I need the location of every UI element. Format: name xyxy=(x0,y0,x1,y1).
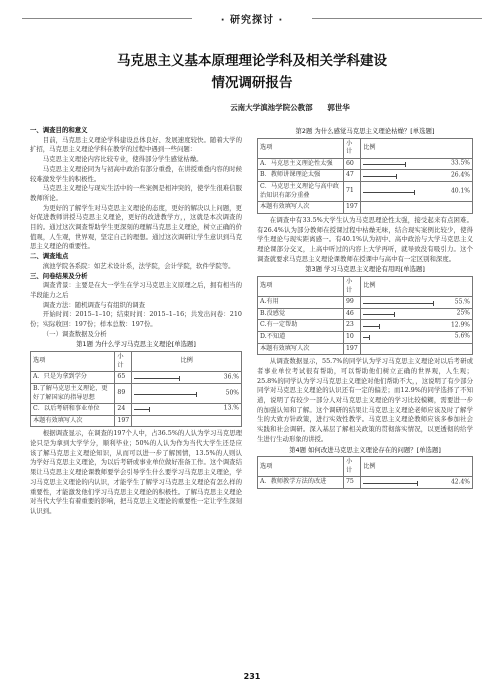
table-row xyxy=(258,332,473,344)
ratio-bar xyxy=(363,176,397,177)
total-count-cell: 197 xyxy=(344,202,361,214)
table-row xyxy=(258,158,473,170)
paragraph: 从调查数据显示，55.7%的同学认为学习马克思主义理论对以后考研或者事业单位考试很有帮助，可以帮助他们树立正确的世界观，人生观；25.8%的同学认为学习马克思主义理论对他们帮助不大，，这说明了有少部分同学对马克思主义理论的认识还有一定的偏差；而12.9%的同学选择了不知道，说明了有较少一部分人对马克思主义理论的学习比较模糊，需要进一步的加强认知和了解。这个调研的结果让马克思主义理论老师应该及时了解学生的大致方针政策，进行实效性教学。马克思主义理论教师应该多参加社会实践和社会调研。深入基层了解相关政策的贯彻落实情况，以更透彻的给学生进行生动形象的讲授。 xyxy=(257,357,473,443)
ratio-label: 55.% xyxy=(454,298,470,306)
section-1-heading: 一、调查目的和意义 xyxy=(30,126,88,134)
header-rule-right xyxy=(312,18,482,19)
count-cell: 47 xyxy=(344,170,361,182)
ratio-cell xyxy=(361,158,473,170)
ratio-cell xyxy=(361,170,473,182)
table-4-caption: 第4题 如何改进马克思主义理论存在的问题？[单选题] xyxy=(289,445,441,454)
option-cell: C．马克思主义理论与高中政治知识有部分重叠 xyxy=(258,182,344,202)
option-cell: A.有用 xyxy=(258,297,344,309)
paragraph: 目前，马克思主义理论学科建设总体良好、发展速度较快。随着大学的扩招，马克思主义理论学科在教学的过程中遇到一些问题： xyxy=(30,135,242,154)
paragraph: 调查方法：随机调查与有组织的调查 xyxy=(42,300,146,309)
option-cell: B.了解马克思主义理论，更好了解国家的指导思想 xyxy=(31,383,115,403)
ratio-bar xyxy=(363,337,370,338)
author: 郭世华 xyxy=(327,103,350,112)
empty-cell xyxy=(132,415,242,427)
paragraph: 在调查中有33.5%大学生认为马克思理论性太强，接受起来有点困难。有26.4%认为部分教师在授课过程中枯燥无味，结合现实案例比较少，使得学生理论与现实距离感一。有40.1%认为初中、高中政治与大学马克思主义理论课部分交叉，上高中听过的内容上大学再听，就导致没有吸引力。这个调查就要求马克思主义理论课教师在授课中与高中有一定区别和深度。 xyxy=(257,215,473,263)
col-header-count: 小计 xyxy=(344,457,361,477)
col-header-option: 选项 xyxy=(258,277,344,297)
count-cell: 24 xyxy=(115,404,132,416)
ratio-cell xyxy=(361,308,473,320)
ratio-cell xyxy=(132,372,242,384)
ratio-label: 13.% xyxy=(223,405,239,413)
subsection-heading: （一）调查数据及分析 xyxy=(42,329,107,338)
paragraph: 根据调查显示，在调查的197个人中，占36.5%的人认为学习马克思理论只是为拿到大学学分，顺利毕业；50%的人认为作为当代大学生还是应该了解马克思主义理论知识，从而可以进一步了解国情，13.5%的人则认为学好马克思主义理论，为以后考研或事业单位做好准备工作。这个调查结果让马克思主义理论课教师要学会引导学生什么要学习马克思主义理论，学习马克思主义理论的内认识，才能学生了解学习马克思主义理论有怎么样的重要性，才能激发他们学习马克思主义理论的积极性。了解马克思主义理论对当代大学生有着重要的影响，把马克思主义理论的重要性一定让学生深刻认识到。 xyxy=(30,429,242,515)
ratio-label: 5.6% xyxy=(454,333,470,341)
table-row xyxy=(31,372,242,384)
col-header-count: 小计 xyxy=(115,352,132,372)
survey-table-3 xyxy=(257,276,473,355)
option-cell: A．教师教学方法的改进 xyxy=(258,477,344,489)
total-label-cell: 本题有效填写人次 xyxy=(258,202,344,214)
count-cell: 89 xyxy=(115,383,132,403)
title-line-2: 情况调研报告 xyxy=(211,75,293,91)
count-cell: 10 xyxy=(344,332,361,344)
table-header-row xyxy=(258,277,473,297)
option-cell: B．教师讲课理论太强 xyxy=(258,170,344,182)
ratio-bar xyxy=(363,483,418,484)
total-label-cell: 本题有效填写人次 xyxy=(258,343,344,355)
ratio-label: 33.5% xyxy=(450,159,470,167)
table-row xyxy=(258,170,473,182)
page-number: 231 xyxy=(243,672,261,681)
table-header-row xyxy=(258,138,473,158)
ratio-bar xyxy=(363,303,434,304)
table-header-row xyxy=(258,457,473,477)
paragraph: 马克思主义理论同为与初高中政治有部分重叠，在讲授重叠内容的时候较难激发学生的积极性。 xyxy=(30,164,242,183)
table-header-row xyxy=(31,352,242,372)
ratio-label: 42.4% xyxy=(450,478,470,486)
col-header-ratio: 比例 xyxy=(361,457,473,477)
section-3-heading: 三、问卷结果及分析 xyxy=(30,271,88,280)
total-count-cell: 197 xyxy=(344,343,361,355)
col-header-ratio: 比例 xyxy=(361,138,473,158)
ratio-bar xyxy=(134,409,150,410)
col-header-ratio: 比例 xyxy=(132,352,242,372)
ratio-cell xyxy=(361,182,473,202)
survey-table-4 xyxy=(257,456,473,489)
count-cell: 23 xyxy=(344,320,361,332)
paragraph: 滇池学院各系院：如艺术设计系，法学院，会计学院，软件学院等。 xyxy=(42,261,235,270)
ratio-cell xyxy=(132,404,242,416)
ratio-cell xyxy=(132,383,242,403)
col-header-count: 小计 xyxy=(344,277,361,297)
col-header-count: 小计 xyxy=(344,138,361,158)
col-header-option: 选项 xyxy=(258,138,344,158)
count-cell: 46 xyxy=(344,308,361,320)
option-cell: C.有一定帮助 xyxy=(258,320,344,332)
paragraph: 马克思主义理论内容比较专业，使得部分学生感觉枯燥。 xyxy=(42,155,203,164)
table-row xyxy=(258,182,473,202)
table-row xyxy=(258,297,473,309)
table-3-caption: 第3题 学习马克思主义理论有用吗[单选题] xyxy=(305,265,425,274)
survey-table-2 xyxy=(257,138,473,214)
total-label-cell: 本题有效填写人次 xyxy=(31,415,115,427)
ratio-bar xyxy=(134,378,180,379)
option-cell: D.不知道 xyxy=(258,332,344,344)
count-cell: 71 xyxy=(344,182,361,202)
survey-table-1 xyxy=(30,351,242,427)
option-cell: A．只是为拿到学分 xyxy=(31,372,115,384)
ratio-cell xyxy=(361,477,473,489)
paragraph: 为更好的了解学生对马克思主义理论的态度，更好的解决以上问题，更好促进教师讲授马克思主义理论，更好的改进教学方，，这就是本次调查的目的。通过这次调查帮助学生更深刻的理解马克思主义理论，树立正确的价值观，人生观，世界观，坚定自己的理想。通过这次调研让学生意识到马克思主义理论的重要性。 xyxy=(30,203,242,251)
count-cell: 60 xyxy=(344,158,361,170)
right-column xyxy=(257,126,473,491)
ratio-label: 36.% xyxy=(223,373,239,381)
ratio-cell xyxy=(361,332,473,344)
ratio-label: 12.9% xyxy=(450,321,470,329)
ratio-bar xyxy=(363,192,415,193)
paragraph: 调查背景：主要是在大一学生在学习马克思主义原理之后，拥有相当的半段能力之后 xyxy=(30,281,242,299)
ratio-label: 40.1% xyxy=(450,187,470,195)
col-header-option: 选项 xyxy=(258,457,344,477)
option-cell: C．以后考研和事业单位 xyxy=(31,404,115,416)
title-line-1: 马克思主义基本原理理论学科及相关学科建设 xyxy=(117,53,387,69)
article-title xyxy=(30,50,474,94)
table-total-row xyxy=(258,343,473,355)
total-count-cell: 197 xyxy=(115,415,132,427)
ratio-label: 25% xyxy=(456,309,470,317)
empty-cell xyxy=(361,343,473,355)
table-row xyxy=(31,404,242,416)
table-row xyxy=(258,320,473,332)
col-header-ratio: 比例 xyxy=(361,277,473,297)
paragraph: 开始时间：2015–1–10；结束时间：2015–1–16；共发出问卷：210份；实际收回：197份；样本总数：197份。 xyxy=(30,310,242,329)
table-row xyxy=(258,477,473,489)
ratio-cell xyxy=(361,297,473,309)
table-row xyxy=(258,308,473,320)
count-cell: 65 xyxy=(115,372,132,384)
paragraph: 马克思主义理论与现实生活中的一些案例是相冲突的，使学生很难信服教师所论。 xyxy=(30,184,242,202)
option-cell: A．马克思主义理论性太强 xyxy=(258,158,344,170)
table-2-caption: 第2题 为什么感觉马克思主义理论枯燥？[单选题] xyxy=(295,127,435,135)
count-cell: 75 xyxy=(344,477,361,489)
ratio-bar xyxy=(134,394,197,395)
section-label: · 研究探讨 · xyxy=(220,15,284,26)
ratio-bar xyxy=(363,164,406,165)
ratio-label: 50% xyxy=(225,389,239,397)
ratio-label: 26.4% xyxy=(450,171,470,179)
byline xyxy=(160,102,420,113)
section-header xyxy=(22,10,482,26)
empty-cell xyxy=(361,202,473,214)
ratio-bar xyxy=(363,326,380,327)
col-header-option: 选项 xyxy=(31,352,115,372)
ratio-cell xyxy=(361,320,473,332)
option-cell: B.没感觉 xyxy=(258,308,344,320)
left-column xyxy=(30,126,242,517)
table-1-caption: 第1题 为什么学习马克思主义理论[单选题] xyxy=(76,340,196,349)
header-rule-left xyxy=(22,18,192,19)
table-total-row xyxy=(31,415,242,427)
table-row xyxy=(31,383,242,403)
ratio-bar xyxy=(363,314,395,315)
table-total-row xyxy=(258,202,473,214)
count-cell: 99 xyxy=(344,297,361,309)
section-2-heading: 二、调查地点 xyxy=(30,252,69,261)
affiliation: 云南大学滇池学院公教部 xyxy=(230,103,313,112)
